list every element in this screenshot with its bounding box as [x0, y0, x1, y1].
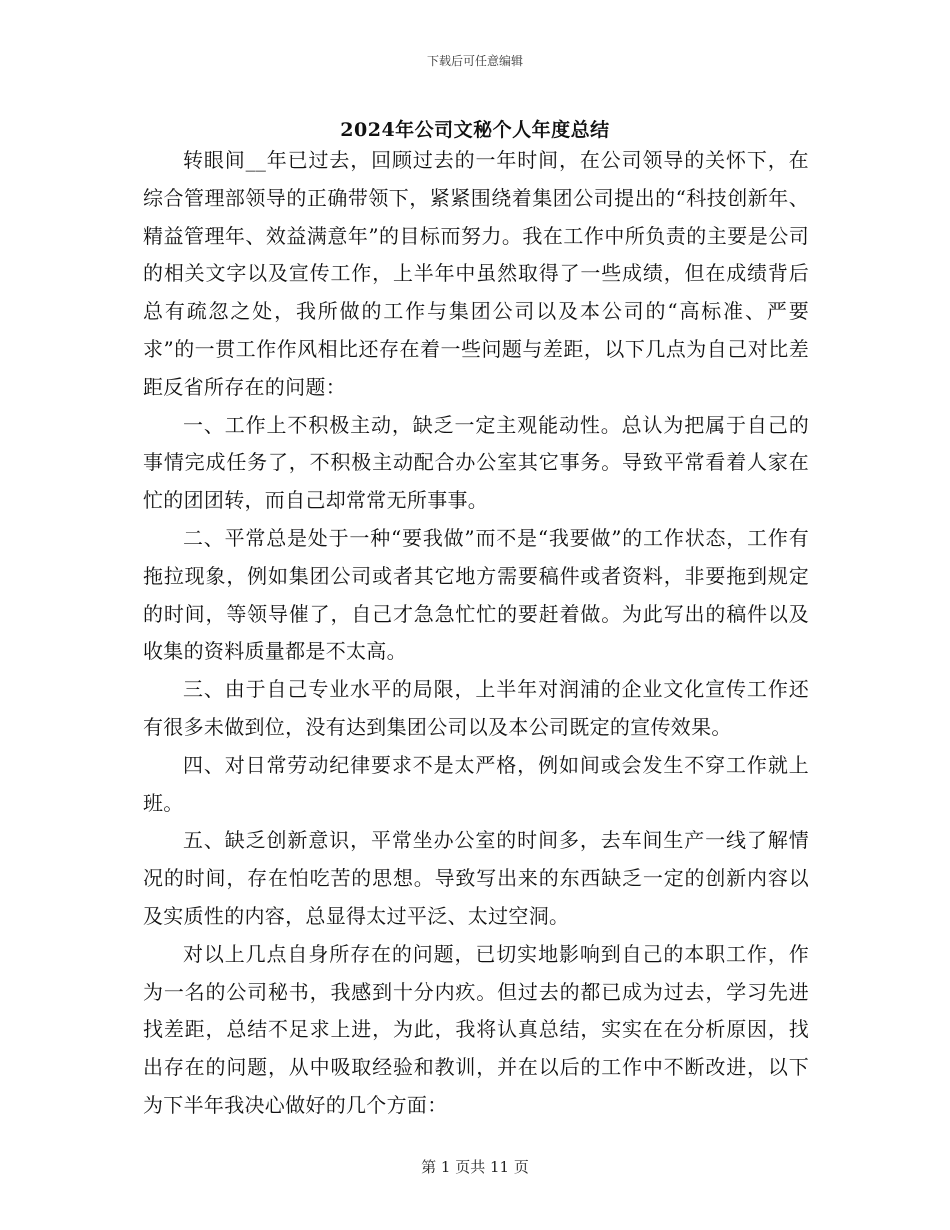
document-body [143, 142, 809, 1125]
paragraph-problem-1: 一、工作上不积极主动，缺乏一定主观能动性。总认为把属于自己的事情完成任务了，不积极主动配合办公室其它事务。导致平常看着人家在忙的团团转，而自己却常常无所事事。 [143, 412, 809, 513]
page-number: 第 1 页共 11 页 [421, 1158, 529, 1176]
paragraph-problem-5: 五、缺乏创新意识，平常坐办公室的时间多，去车间生产一线了解情况的时间，存在怕吃苦的思想。导致写出来的东西缺乏一定的创新内容以及实质性的内容，总显得太过平泛、太过空洞。 [143, 828, 809, 928]
paragraph-reflection: 对以上几点自身所存在的问题，已切实地影响到自己的本职工作，作为一名的公司秘书，我感到十分内疚。但过去的都已成为过去，学习先进找差距，总结不足求上进，为此，我将认真总结，实实在在分析原因，找出存在的问题，从中吸取经验和教训，并在以后的工作中不断改进，以下为下半年我决心做好的几个方面： [143, 941, 809, 1117]
paragraph-problem-2: 二、平常总是处于一种“要我做”而不是“我要做”的工作状态，工作有拖拉现象，例如集团公司或者其它地方需要稿件或者资料，非要拖到规定的时间，等领导催了，自己才急急忙忙的要赶着做。为此写出的稿件以及收集的资料质量都是不太高。 [143, 525, 809, 664]
paragraph-problem-4: 四、对日常劳动纪律要求不是太严格，例如间或会发生不穿工作就上班。 [143, 752, 809, 815]
document-title: 2024年公司文秘个人年度总结 [340, 119, 610, 141]
paragraph-intro: 转眼间__年已过去，回顾过去的一年时间，在公司领导的关怀下，在综合管理部领导的正确带领下，紧紧围绕着集团公司提出的“科技创新年、精益管理年、效益满意年”的目标而努力。我在工作中所负责的主要是公司的相关文字以及宣传工作，上半年中虽然取得了一些成绩，但在成绩背后总有疏忽之处，我所做的工作与集团公司以及本公司的“高标准、严要求”的一贯工作作风相比还存在着一些问题与差距，以下几点为自己对比差距反省所存在的问题： [143, 148, 809, 399]
page-header-note: 下载后可任意编辑 [426, 54, 523, 68]
paragraph-problem-3: 三、由于自己专业水平的局限，上半年对润浦的企业文化宣传工作还有很多未做到位，没有达到集团公司以及本公司既定的宣传效果。 [143, 677, 809, 739]
